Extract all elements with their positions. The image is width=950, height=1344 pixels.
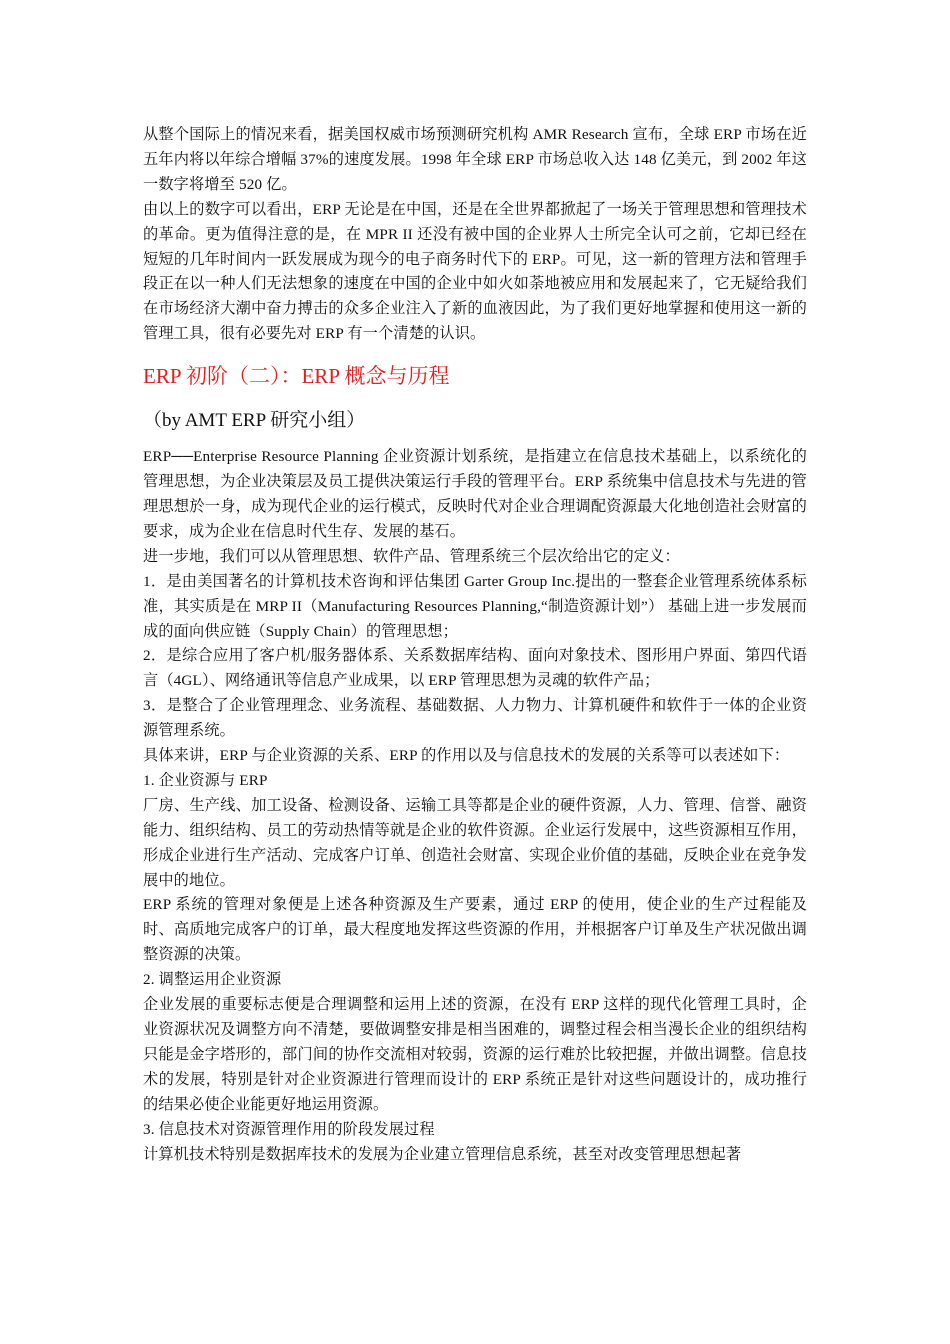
it-development-paragraph: 计算机技术特别是数据库技术的发展为企业建立管理信息系统，甚至对改变管理思想起著 [143,1145,742,1163]
resources-paragraph: 厂房、生产线、加工设备、检测设备、运输工具等都是企业的硬件资源，人力、管理、信誉、融资能力、组织结构、员工的劳动热情等就是企业的软件资源。企业运行发展中，这些资源相互作用，形成企业进行生产活动、完成客户订单、创造社会财富、实现企业价值的基础，反映企业在竞争发展中的地位。 [143,796,807,889]
subsection-title-1: 1. 企业资源与 ERP [143,771,268,789]
section-byline: （by AMT ERP 研究小组） [143,410,366,432]
relations-intro-paragraph: 具体来讲，ERP 与企业资源的关系、ERP 的作用以及与信息技术的发展的关系等可以表述如下： [143,747,790,765]
subsection-title-2: 2. 调整运用企业资源 [143,971,282,989]
erp-management-paragraph: ERP 系统的管理对象便是上述各种资源及生产要素，通过 ERP 的使用，使企业的生产过程能及时、高质地完成客户的订单，最大程度地发挥这些资源的作用，并根据客户订单及生产状况做出调整资源的决策。 [143,896,807,964]
intro-paragraph-1: 从整个国际上的情况来看，据美国权威市场预测研究机构 AMR Research 宣布，全球 ERP 市场在近五年内将以年综合增幅 37%的速度发展。1998 年全球 ERP 市场总收入达 148 亿美元，到 2002 年这一数字将增至 520 亿。 [143,126,807,193]
section-heading: ERP 初阶（二）：ERP 概念与历程 [143,364,450,389]
definition-item-1: 1．是由美国著名的计算机技术咨询和评估集团 Garter Group Inc.提出的一整套企业管理系统体系标准，其实质是在 MRP II（Manufacturing Resources Planning,“制造资源计划”） 基础上进一步发展而成的面向供应链（Supply Chain）的管理思想； [143,572,807,640]
subsection-title-3: 3. 信息技术对资源管理作用的阶段发展过程 [143,1120,435,1138]
erp-definition-paragraph: ERP──Enterprise Resource Planning 企业资源计划系统，是指建立在信息技术基础上，以系统化的管理思想，为企业决策层及员工提供决策运行手段的管理平台。ERP 系统集中信息技术与先进的管理思想於一身，成为现代企业的运行模式，反映时代对企业合理调配资源最大化地创造社会财富的要求，成为企业在信息时代生存、发展的基石。 [143,448,807,540]
definition-item-2: 2．是综合应用了客户机/服务器体系、关系数据库结构、面向对象技术、图形用户界面、第四代语言（4GL）、网络通讯等信息产业成果，以 ERP 管理思想为灵魂的软件产品； [143,647,807,690]
document-page [143,123,807,1167]
intro-paragraph-2: 由以上的数字可以看出，ERP 无论是在中国，还是在全世界都掀起了一场关于管理思想和管理技术的革命。更为值得注意的是，在 MPR II 还没有被中国的企业界人士所完全认可之前，它却已经在短短的几年时间内一跃发展成为现今的电子商务时代下的 ERP。可见，这一新的管理方法和管理手段正在以一种人们无法想象的速度在中国的企业中如火如荼地被应用和发展起来了，它无疑给我们在市场经济大潮中奋力搏击的众多企业注入了新的血液因此，为了我们更好地掌握和使用这一新的管理工具，很有必要先对 ERP 有一个清楚的认识。 [143,200,807,343]
adjustment-paragraph: 企业发展的重要标志便是合理调整和运用上述的资源，在没有 ERP 这样的现代化管理工具时，企业资源状况及调整方向不清楚，要做调整安排是相当困难的，调整过程会相当漫长企业的组织结构只能是金字塔形的，部门间的协作交流相对较弱，资源的运行难於比较把握，并做出调整。信息技术的发展，特别是针对企业资源进行管理而设计的 ERP 系统正是针对这些问题设计的，成功推行的结果必使企业能更好地运用资源。 [143,996,807,1113]
definition-item-3: 3．是整合了企业管理理念、业务流程、基础数据、人力物力、计算机硬件和软件于一体的企业资源管理系统。 [143,697,807,740]
definition-intro-paragraph: 进一步地，我们可以从管理思想、软件产品、管理系统三个层次给出它的定义： [143,547,680,565]
